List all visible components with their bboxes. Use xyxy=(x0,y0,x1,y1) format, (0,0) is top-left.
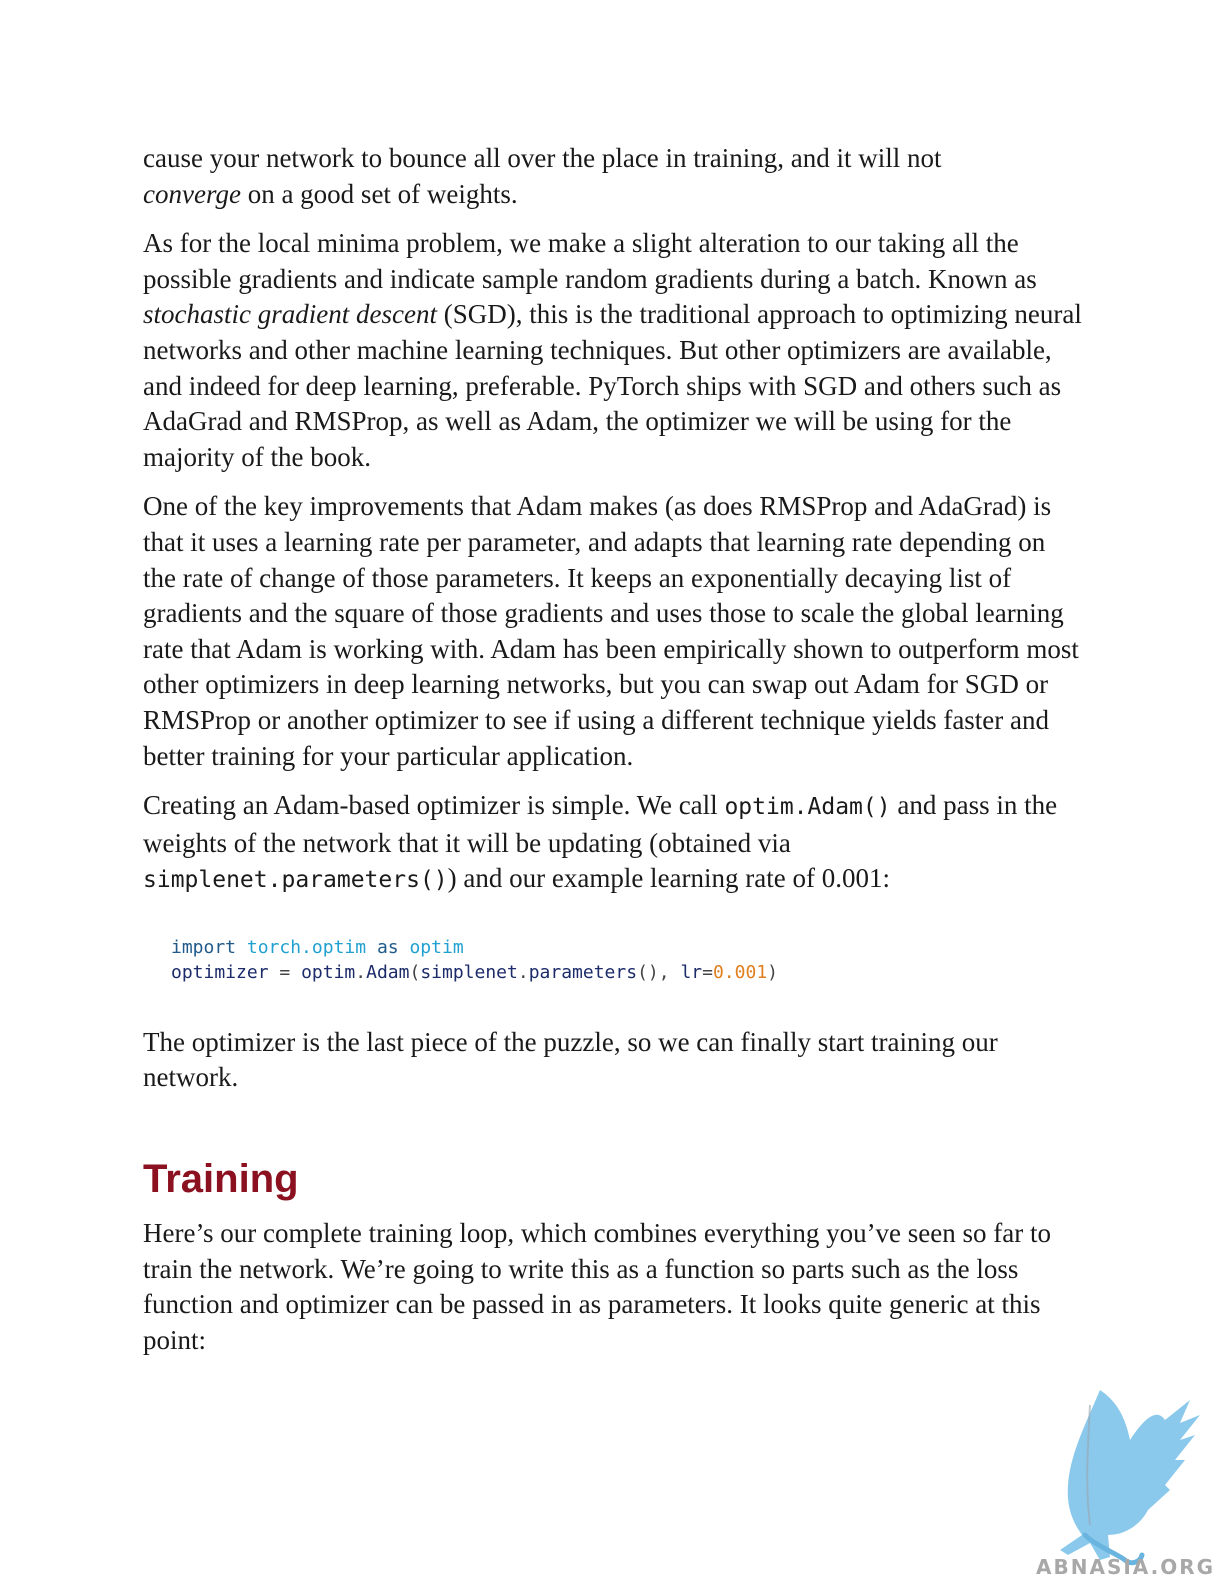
inline-code-parameters: simplenet.parameters() xyxy=(143,867,448,894)
section-heading: Training xyxy=(143,1157,299,1202)
paragraph-5: The optimizer is the last piece of the puzzle, so we can finally start training our network. xyxy=(143,1026,998,1093)
paragraph-4: Creating an Adam-based optimizer is simple. We call optim.Adam() and pass in the weights of the network that it will be updating (obtained via simplenet.parameters()) and our example learning rate of 0.001: xyxy=(143,790,1058,894)
griffin-logo-icon xyxy=(1030,1385,1210,1575)
watermark-text: ABNASIA.ORG xyxy=(1036,1555,1216,1579)
emphasis-converge: converge xyxy=(143,178,241,209)
code-block: import torch.optim as optim optimizer = optim.Adam(simplenet.parameters(), lr=0.001) xyxy=(171,936,778,983)
paragraph-3: One of the key improvements that Adam makes (as does RMSProp and AdaGrad) is that it uses a learning rate per parameter, and adapts that learning rate depending on the rate of change of those parameters. It keeps an exponentially decaying list of gradients and the square of those gradients and uses those to scale the global learning rate that Adam is working with. Adam has been empirically shown to outperform most other optimizers in deep learning networks, but you can swap out Adam for SGD or RMSProp or another optimizer to see if using a different technique yields faster and better training for your particular application. xyxy=(143,491,1079,771)
paragraph-1: cause your network to bounce all over the place in training, and it will not converge on a good set of weights. xyxy=(143,143,942,209)
emphasis-sgd: stochastic gradient descent xyxy=(143,299,437,330)
page-content xyxy=(143,141,1083,1372)
paragraph-2: As for the local minima problem, we make a slight alteration to our taking all the possible gradients and indicate sample random gradients during a batch. Known as stochastic gradient descent (SGD), this is the traditional approach to optimizing neural networks and other machine learning techniques. But other optimizers are available, and indeed for deep learning, preferable. PyTorch ships with SGD and others such as AdaGrad and RMSProp, as well as Adam, the optimizer we will be using for the majority of the book. xyxy=(143,228,1082,472)
paragraph-6: Here’s our complete training loop, which combines everything you’ve seen so far to train the network. We’re going to write this as a function so parts such as the loss function and optimizer can be passed in as parameters. It looks quite generic at this point: xyxy=(143,1218,1051,1355)
inline-code-optim-adam: optim.Adam() xyxy=(724,794,891,821)
